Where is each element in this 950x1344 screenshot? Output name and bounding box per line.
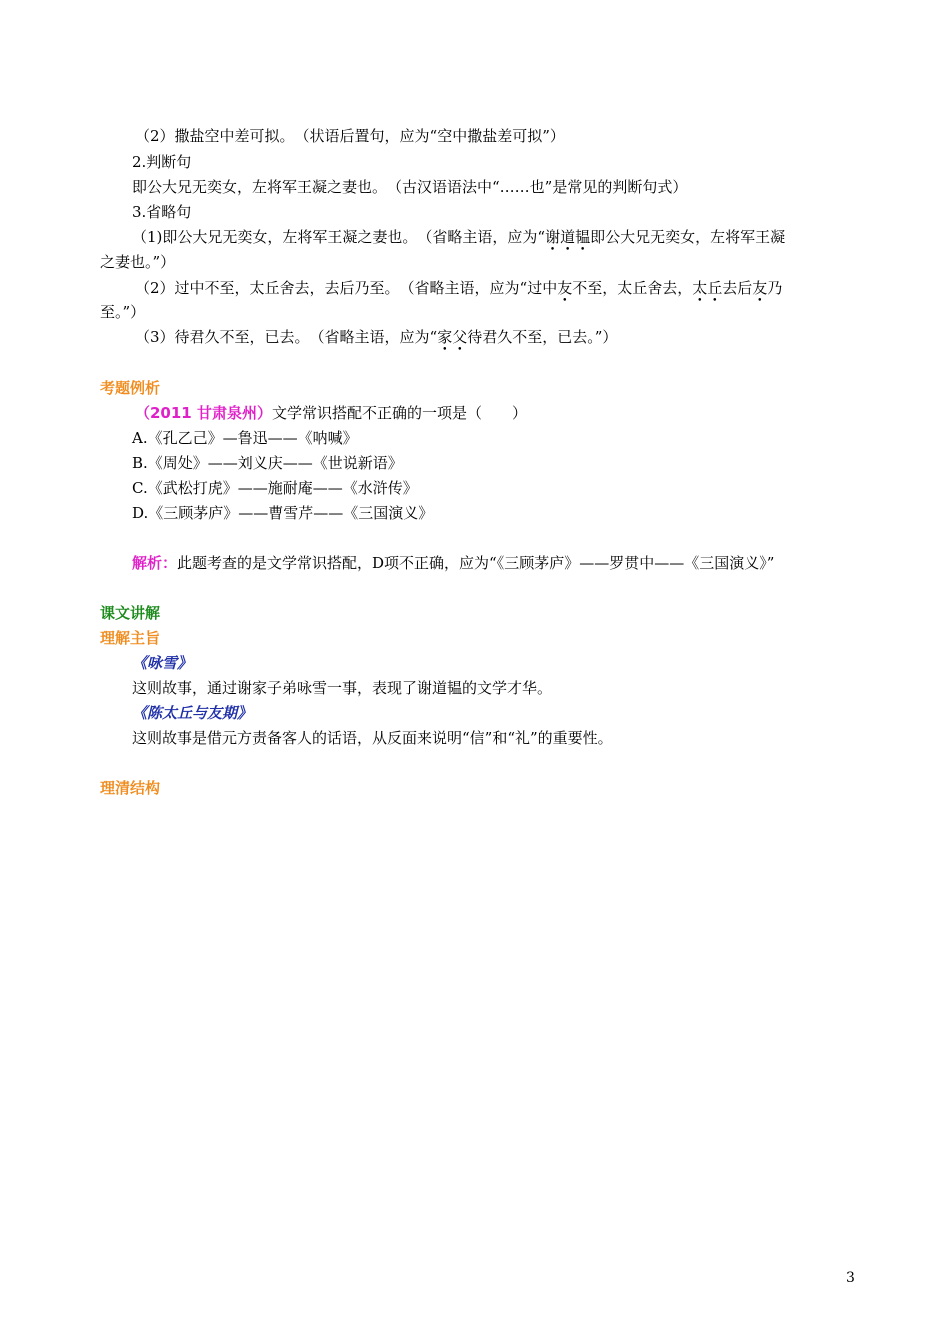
emphasis-dot-char: 友 <box>752 279 768 297</box>
heading-judgment-sentence: 2.判断句 <box>132 153 192 171</box>
section-heading-structure: 理清结构 <box>100 779 161 797</box>
section-heading-exam-examples: 考题例析 <box>100 379 161 397</box>
option-a: A.《孔乙己》—鲁迅——《呐喊》 <box>132 429 358 447</box>
omission-example-2-cont: 至。”） <box>100 303 146 321</box>
emphasis-dot-char: 家 <box>437 328 453 346</box>
omission-example-2-line: （2）过中不至，太丘舍去，去后乃至。 （省略主语，应为“过中友不至，太丘舍去，太丘去后友乃 <box>135 279 783 297</box>
question-source: （2011 甘肃泉州） <box>135 404 272 422</box>
question-line <box>135 403 527 423</box>
analysis-label: 解析： <box>132 554 178 572</box>
analysis-text: 此题考查的是文学常识搭配，D项不正确，应为“《三顾茅庐》——罗贯中——《三国演义》” <box>177 554 775 572</box>
option-d: D.《三顾茅庐》——曹雪芹——《三国演义》 <box>132 504 434 522</box>
heading-omission-sentence: 3.省略句 <box>132 203 192 221</box>
analysis-line <box>132 553 774 573</box>
omission-example-1-line: （1)即公大兄无奕女，左将军王凝之妻也。 （省略主语，应为“谢道韫即公大兄无奕女，左将军王凝 <box>132 228 786 246</box>
option-c: C.《武松打虎》——施耐庵——《水浒传》 <box>132 479 418 497</box>
section-heading-theme: 理解主旨 <box>100 629 161 647</box>
text-title-yongxue: 《咏雪》 <box>132 654 193 672</box>
emphasis-dot-char: 谢 <box>545 228 561 246</box>
text-summary-yongxue: 这则故事，通过谢家子弟咏雪一事，表现了谢道韫的文学才华。 <box>132 679 553 697</box>
emphasis-dot-char: 丘 <box>707 279 723 297</box>
text-summary-chentaiqiu: 这则故事是借元方责备客人的话语，从反面来说明“信”和“礼”的重要性。 <box>132 729 613 747</box>
omission-example-1-cont: 之妻也。”） <box>100 253 176 271</box>
example-2-line: （2）撒盐空中差可拟。 （状语后置句，应为“空中撒盐差可拟”） <box>135 127 565 145</box>
emphasis-dot-char: 太 <box>692 279 708 297</box>
text-title-chentaiqiu: 《陈太丘与友期》 <box>132 704 253 722</box>
emphasis-dot-char: 父 <box>452 328 468 346</box>
emphasis-dot-char: 韫 <box>575 228 591 246</box>
emphasis-dot-char: 友 <box>557 279 573 297</box>
option-b: B.《周处》——刘义庆——《世说新语》 <box>132 454 403 472</box>
section-heading-lesson: 课文讲解 <box>100 604 161 622</box>
judgment-example-line: 即公大兄无奕女，左将军王凝之妻也。 （古汉语语法中“……也”是常见的判断句式） <box>132 178 688 196</box>
question-text: 文学常识搭配不正确的一项是（ ） <box>271 404 527 422</box>
emphasis-dot-char: 道 <box>560 228 576 246</box>
page-number: 3 <box>846 1270 855 1286</box>
omission-example-3-line: （3）待君久不至，已去。 （省略主语，应为“家父待君久不至，已去。”） <box>135 328 618 346</box>
